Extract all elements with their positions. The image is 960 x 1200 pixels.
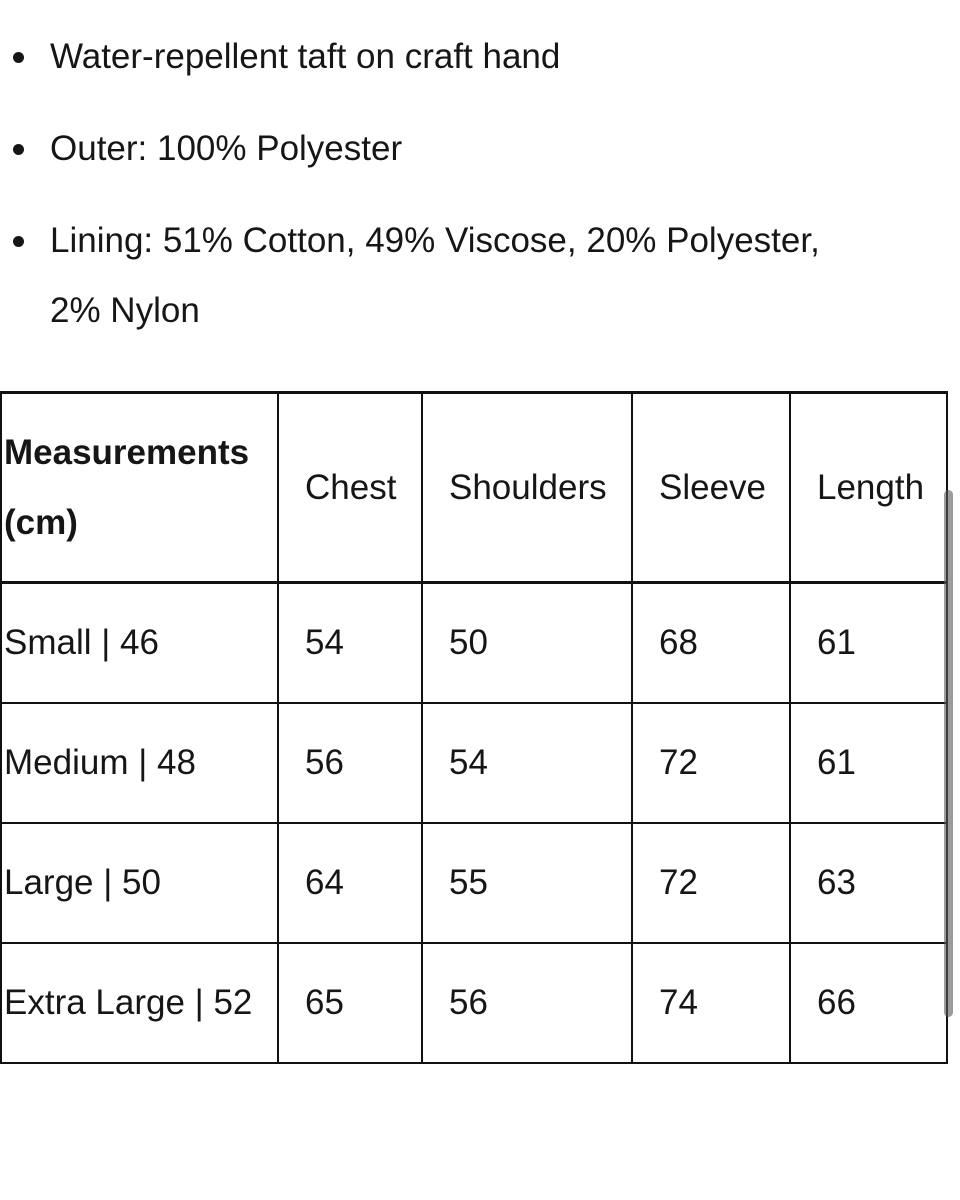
detail-text: Lining: 51% Cotton, 49% Viscose, 20% Polyester, 2% Nylon: [50, 221, 820, 330]
sleeve-value-cell: 72: [632, 823, 790, 943]
shoulders-value-cell: 50: [422, 583, 632, 703]
size-label-cell: Large | 50: [1, 823, 278, 943]
detail-item: [0, 206, 868, 346]
header-measurements: Measurements (cm): [1, 393, 278, 583]
sleeve-value-cell: 74: [632, 943, 790, 1063]
bullet-icon: [13, 144, 24, 155]
bullet-icon: [13, 236, 24, 247]
chest-value-cell: 64: [278, 823, 422, 943]
size-label-cell: Small | 46: [1, 583, 278, 703]
shoulders-value-cell: 55: [422, 823, 632, 943]
detail-item: [0, 114, 868, 184]
shoulders-value-cell: 54: [422, 703, 632, 823]
header-shoulders: Shoulders: [422, 393, 632, 583]
table-header-row: [1, 393, 947, 583]
size-label-cell: Medium | 48: [1, 703, 278, 823]
header-sleeve: Sleeve: [632, 393, 790, 583]
length-value-cell: 61: [790, 703, 947, 823]
scrollbar-thumb[interactable]: [944, 490, 953, 1017]
chest-value-cell: 54: [278, 583, 422, 703]
table-row: [1, 943, 947, 1063]
size-chart-table: [0, 391, 948, 1064]
shoulders-value-cell: 56: [422, 943, 632, 1063]
header-chest: Chest: [278, 393, 422, 583]
chest-value-cell: 65: [278, 943, 422, 1063]
detail-item: [0, 22, 868, 92]
bullet-icon: [13, 52, 24, 63]
table-row: [1, 823, 947, 943]
detail-text: Water-repellent taft on craft hand: [50, 37, 561, 76]
table-row: [1, 583, 947, 703]
size-label-cell: Extra Large | 52: [1, 943, 278, 1063]
product-details-list: [0, 0, 960, 346]
sleeve-value-cell: 68: [632, 583, 790, 703]
detail-text: Outer: 100% Polyester: [50, 129, 403, 168]
length-value-cell: 63: [790, 823, 947, 943]
length-value-cell: 66: [790, 943, 947, 1063]
header-length: Length: [790, 393, 947, 583]
length-value-cell: 61: [790, 583, 947, 703]
chest-value-cell: 56: [278, 703, 422, 823]
sleeve-value-cell: 72: [632, 703, 790, 823]
table-row: [1, 703, 947, 823]
